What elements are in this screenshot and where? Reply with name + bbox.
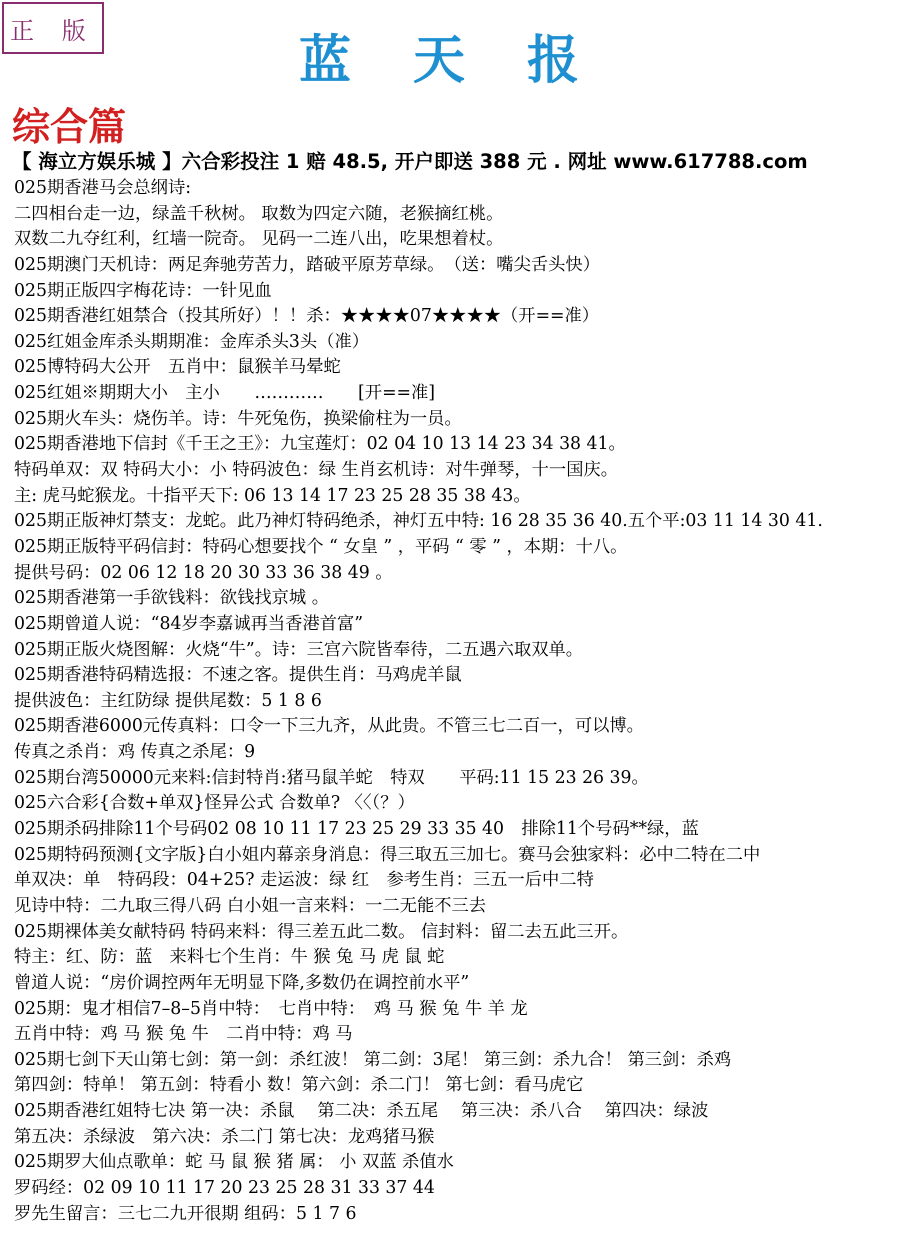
text-line: 025期香港第一手欲钱料：欲钱找京城 。: [14, 588, 329, 609]
text-line: 特码单双：双 特码大小：小 特码波色：绿 生肖玄机诗：对牛弹琴，十一国庆。: [14, 460, 619, 481]
text-line: 特主：红、防：蓝 来料七个生肖：牛 猴 兔 马 虎 鼠 蛇: [14, 947, 445, 968]
content-lines: [14, 176, 900, 1227]
text-line: 025期台湾50000元来料:信封特肖:猪马鼠羊蛇 特双 平码:11 15 23 26 39。: [14, 767, 649, 788]
text-line: 025期杀码排除11个号码02 08 10 11 17 23 25 29 33 35 40 排除11个号码**绿，蓝: [14, 819, 699, 840]
section-title: 综合篇: [12, 104, 127, 149]
text-line: 025期香港红姐禁合（投其所好）！！杀：★★★★07★★★★（开==准）: [14, 306, 600, 327]
text-line: 025期特码预测{文字版}白小姐内幕亲身消息：得三取五三加七。赛马会独家料：必中二特在二中: [14, 844, 761, 865]
text-line: 025期香港特码精选报：不速之客。提供生肖：马鸡虎羊鼠: [14, 665, 462, 686]
text-line: 第四剑：特单！ 第五剑：特看小 数！第六剑：杀二门！ 第七剑：看马虎它: [14, 1075, 584, 1096]
text-line: 025博特码大公开 五肖中：鼠猴羊马晕蛇: [14, 357, 341, 378]
text-line: 025期香港地下信封《千王之王》：九宝莲灯：02 04 10 13 14 23 34 38 41。: [14, 434, 626, 455]
text-line: 025期正版火烧图解：火烧“牛”。诗：三宫六院皆奉待，二五遇六取双单。: [14, 639, 584, 660]
text-line: 单双决：单 特码段：04+25? 走运波：绿 红 参考生肖：三五一后中二特: [14, 870, 594, 891]
text-line: 025期正版神灯禁支：龙蛇。此乃神灯特码绝杀，神灯五中特: 16 28 35 36 40.五个平:03 11 14 30 41.: [14, 511, 823, 532]
text-line: 025期裸体美女献特码 特码来料：得三差五此二数。 信封料：留二去五此三开。: [14, 921, 629, 942]
text-line: 025期香港红姐特七决 第一决：杀鼠 第二决：杀五尾 第三决：杀八合 第四决：绿波: [14, 1101, 709, 1122]
text-line: 025期正版特平码信封：特码心想要找个 “ 女皇 ” ，平码 “ 零 ” ，本期：十八。: [14, 536, 628, 557]
text-line: 025期正版四字梅花诗：一针见血: [14, 280, 272, 301]
text-line: 传真之杀肖：鸡 传真之杀尾：9: [14, 742, 256, 763]
text-line: 025期香港6000元传真料：口令一下三九齐，从此贵。不管三七二百一，可以博。: [14, 716, 644, 737]
text-line: 罗码经：02 09 10 11 17 20 23 25 28 31 33 37 44: [14, 1177, 435, 1198]
text-line: 主: 虎马蛇猴龙。十指平天下: 06 13 14 17 23 25 28 35 38 43。: [14, 485, 531, 506]
text-line: 025红姐金库杀头期期准：金库杀头3头（准）: [14, 331, 370, 352]
text-line: 提供号码：02 06 12 18 20 30 33 36 38 49 。: [14, 562, 393, 583]
text-line: 提供波色：主红防绿 提供尾数：5 1 8 6: [14, 690, 322, 711]
authentic-badge: 正 版: [2, 2, 104, 54]
text-line: 曾道人说：“房价调控两年无明显下降,多数仍在调控前水平”: [14, 972, 470, 993]
text-line: 025期澳门天机诗：两足奔驰劳苦力，踏破平原芳草绿。 （送：嘴尖舌头快）: [14, 254, 600, 275]
text-line: 025期火车头：烧伤羊。诗：牛死兔伤，换梁偷柱为一员。: [14, 408, 462, 429]
text-line: 025期曾道人说：“84岁李嘉诚再当香港首富”: [14, 613, 364, 634]
text-line: 025期罗大仙点歌单：蛇 马 鼠 猴 猪 属： 小 双蓝 杀值水: [14, 1152, 454, 1173]
text-line: 二四相台走一边，绿盖千秋树。 取数为四定六随，老猴摘红桃。: [14, 203, 504, 224]
ad-banner: 【 海立方娱乐城 】六合彩投注 1 赔 48.5, 开户即送 388 元 . 网址 www.617788.com: [12, 150, 808, 173]
text-line: 025红姐※期期大小 主小 ………… [开==准]: [14, 383, 436, 404]
page-title: 蓝天报: [298, 30, 641, 91]
text-line: 五肖中特：鸡 马 猴 兔 牛 二肖中特：鸡 马: [14, 1024, 353, 1045]
text-line: 双数二九夺红利，红墙一院奇。 见码一二连八出，吃果想着杖。: [14, 229, 504, 250]
text-line: 025六合彩{合数+单双}怪异公式 合数单? 〈〈（？）: [14, 793, 415, 814]
text-line: 第五决：杀绿波 第六决：杀二门 第七决：龙鸡猪马猴: [14, 1126, 435, 1147]
text-line: 025期香港马会总纲诗:: [14, 178, 192, 198]
text-line: 见诗中特：二九取三得八码 白小姐一言来料：一二无能不三去: [14, 895, 487, 916]
text-line: 罗先生留言：三七二九开很期 组码：5 1 7 6: [14, 1203, 357, 1224]
text-line: 025期：鬼才相信7–8–5肖中特： 七肖中特： 鸡 马 猴 兔 牛 羊 龙: [14, 998, 528, 1019]
text-line: 025期七剑下天山第七剑：第一剑：杀红波！ 第二剑：3尾！ 第三剑：杀九合！ 第三剑：杀鸡: [14, 1049, 732, 1070]
